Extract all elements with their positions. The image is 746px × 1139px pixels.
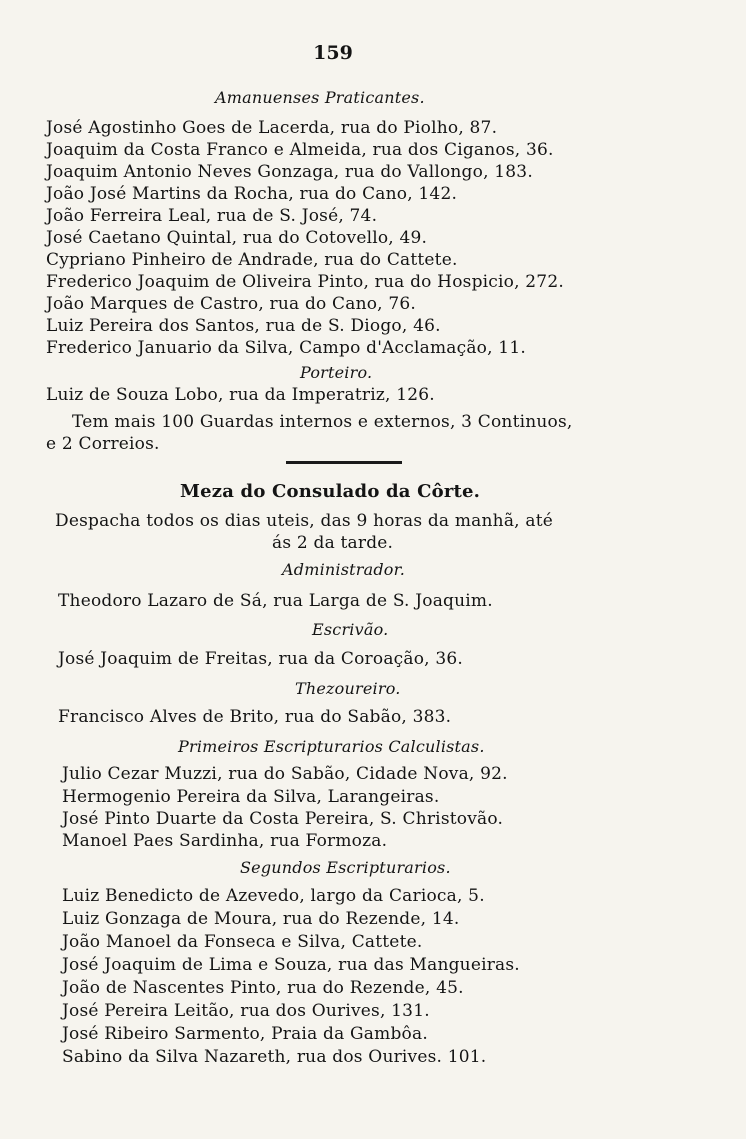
list-item: Frederico Joaquim de Oliveira Pinto, rua do Hospicio, 272.: [46, 272, 564, 292]
note-line: e 2 Correios.: [46, 434, 160, 454]
hours-line: Despacha todos os dias uteis, das 9 horas da manhã, até: [55, 511, 553, 531]
section-heading-segundos: Segundos Escripturarios.: [240, 858, 451, 877]
list-item: Joaquim da Costa Franco e Almeida, rua dos Ciganos, 36.: [46, 140, 554, 160]
hours-line: ás 2 da tarde.: [272, 533, 394, 553]
list-item: Luiz Gonzaga de Moura, rua do Rezende, 14.: [62, 909, 460, 929]
section-heading-administrador: Administrador.: [282, 560, 405, 579]
list-item: José Joaquim de Lima e Souza, rua das Mangueiras.: [62, 955, 520, 975]
list-item: Theodoro Lazaro de Sá, rua Larga de S. Joaquim.: [58, 591, 493, 611]
list-item: José Joaquim de Freitas, rua da Coroação, 36.: [58, 649, 463, 669]
page-number: 159: [313, 42, 353, 64]
section-title-meza: Meza do Consulado da Côrte.: [180, 481, 481, 502]
list-item: José Agostinho Goes de Lacerda, rua do Piolho, 87.: [46, 118, 498, 138]
list-item: João José Martins da Rocha, rua do Cano, 142.: [46, 184, 458, 204]
list-item: Frederico Januario da Silva, Campo d'Acclamação, 11.: [46, 338, 526, 358]
list-item: Luiz Pereira dos Santos, rua de S. Diogo, 46.: [46, 316, 441, 336]
section-heading-amanuenses: Amanuenses Praticantes.: [215, 88, 425, 107]
list-item: Julio Cezar Muzzi, rua do Sabão, Cidade Nova, 92.: [62, 764, 508, 784]
note-line: Tem mais 100 Guardas internos e externos, 3 Continuos,: [72, 412, 573, 432]
list-item: José Pereira Leitão, rua dos Ourives, 131.: [62, 1001, 430, 1021]
section-divider: [286, 461, 402, 464]
section-heading-thezoureiro: Thezoureiro.: [295, 679, 401, 698]
list-item: José Pinto Duarte da Costa Pereira, S. Christovão.: [62, 809, 504, 829]
list-item: Joaquim Antonio Neves Gonzaga, rua do Vallongo, 183.: [46, 162, 533, 182]
list-item: João Ferreira Leal, rua de S. José, 74.: [46, 206, 378, 226]
list-item: Hermogenio Pereira da Silva, Larangeiras.: [62, 787, 440, 807]
list-item: Francisco Alves de Brito, rua do Sabão, 383.: [58, 707, 452, 727]
section-heading-porteiro: Porteiro.: [300, 363, 373, 382]
list-item: João Manoel da Fonseca e Silva, Cattete.: [62, 932, 423, 952]
list-item: Luiz Benedicto de Azevedo, largo da Carioca, 5.: [62, 886, 485, 906]
list-item: João de Nascentes Pinto, rua do Rezende, 45.: [62, 978, 464, 998]
list-item: Sabino da Silva Nazareth, rua dos Ourives. 101.: [62, 1047, 487, 1067]
list-item: José Caetano Quintal, rua do Cotovello, 49.: [46, 228, 428, 248]
section-heading-primeiros: Primeiros Escripturarios Calculistas.: [178, 737, 485, 756]
list-item: João Marques de Castro, rua do Cano, 76.: [46, 294, 417, 314]
list-item: José Ribeiro Sarmento, Praia da Gambôa.: [62, 1024, 428, 1044]
list-item: Manoel Paes Sardinha, rua Formoza.: [62, 831, 388, 851]
list-item: Luiz de Souza Lobo, rua da Imperatriz, 126.: [46, 385, 435, 405]
list-item: Cypriano Pinheiro de Andrade, rua do Cattete.: [46, 250, 458, 270]
section-heading-escrivao: Escrivão.: [312, 620, 389, 639]
